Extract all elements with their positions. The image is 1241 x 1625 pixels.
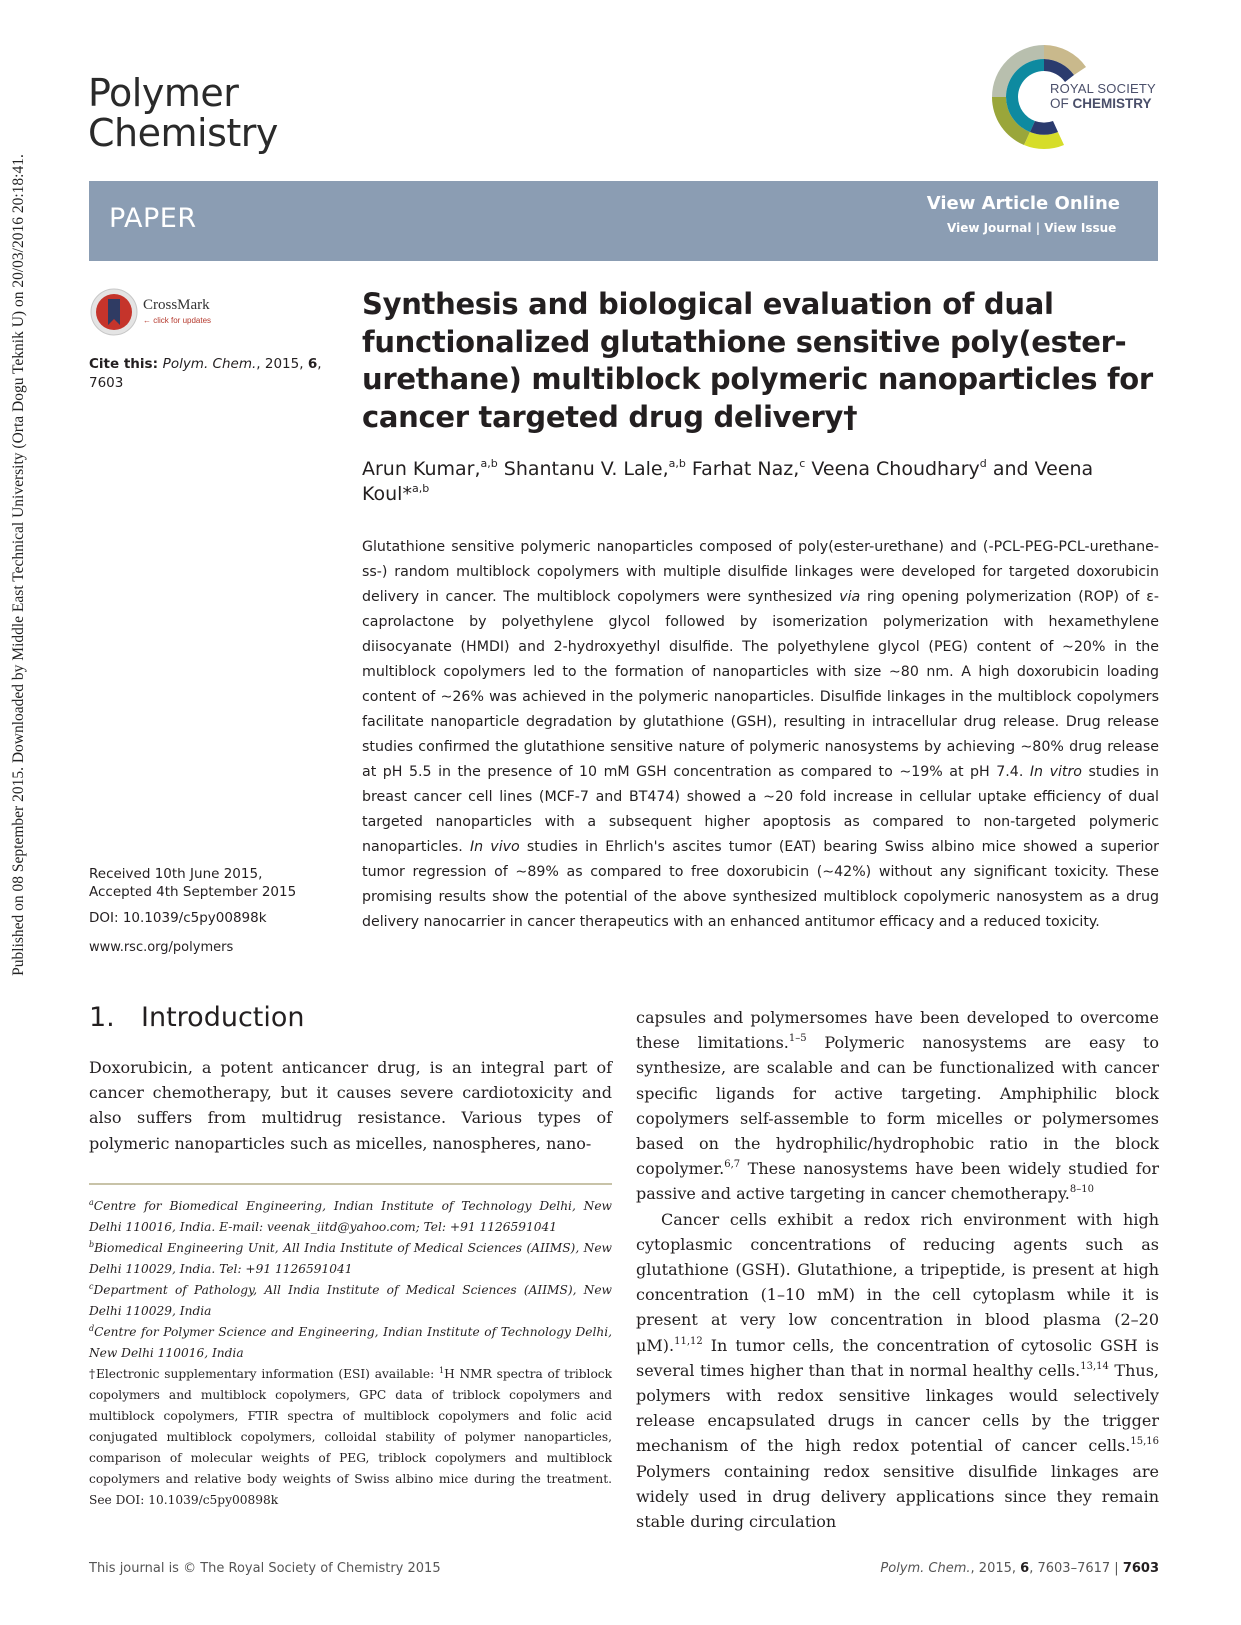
rsc-logo-text-line1: ROYAL SOCIETY: [1050, 81, 1156, 96]
journal-title-line2: Chemistry: [88, 111, 278, 155]
view-article-online-link[interactable]: View Article Online: [926, 193, 1120, 214]
author-1: Arun Kumar,$^{a,b}$: [362, 457, 498, 480]
affiliation-a: $^a$Centre for Biomedical Engineering, Indian Institute of Technology Delhi, New Delhi 110016, India. E-mail: veenak_iitd@yahoo.com; Tel: +91 1126591041: [89, 1198, 612, 1234]
crossmark-badge[interactable]: [89, 287, 229, 337]
reference-link[interactable]: 6,7: [724, 1159, 741, 1171]
reference-link[interactable]: 15,16: [1130, 1436, 1159, 1448]
article-title: Synthesis and biological evaluation of dual functionalized glutathione sensitive poly(ester-urethane) multiblock polymeric nanoparticles for cancer targeted drug delivery†: [362, 287, 1153, 434]
author-2: Shantanu V. Lale,$^{a,b}$: [497, 457, 686, 480]
view-journal-link[interactable]: View Journal: [947, 221, 1032, 235]
crossmark-label: CrossMark: [143, 297, 210, 313]
arrow-left-icon: ←: [143, 316, 154, 325]
received-date: Received 10th June 2015,: [89, 866, 263, 882]
reference-link[interactable]: 11,12: [674, 1335, 703, 1347]
footnotes: [89, 1196, 612, 1511]
intro-paragraph-2: capsules and polymersomes have been developed to overcome these limitations.$^{1-5}$ Polymeric nanosystems are easy to synthesize, are scalable and can be functionalized with cancer specific ligands for active targeting. Amphiphilic block copolymers self-assemble to form micelles or polymersomes based on the hydrophilic/hydrophobic ratio in the block copolymer.$^{6,7}$ These nanosystems have been widely studied for passive and active targeting in cancer chemotherapy.$^{8-10}$: [636, 1008, 1160, 1204]
footnote-divider: [89, 1183, 612, 1185]
intro-paragraph-1: Doxorubicin, a potent anticancer drug, is an integral part of cancer chemotherapy, but it causes severe cardiotoxicity and also suffers from multidrug resistance. Various types of polymeric nanoparticles such as micelles, nanospheres, nano-: [89, 1058, 612, 1153]
right-column-text: [636, 1005, 1159, 1534]
intro-paragraph-3: Cancer cells exhibit a redox rich environment with high cytoplasmic concentrations of reducing agents such as glutathione (GSH). Glutathione, a tripeptide, is present at high concentration (1–10 mM) in the cell cytoplasm while it is present at very low concentration in blood plasma (2–20 μM).$^{11,12}$ In tumor cells, the concentration of cytosolic GSH is several times higher than that in normal healthy cells.$^{13,14}$ Thus, polymers with redox sensitive linkages would selectively release encapsulated drugs in cancer cells by the trigger mechanism of the high redox potential of cancer cells.$^{15,16}$ Polymers containing redox sensitive disulfide linkages are widely used in drug delivery applications since they remain stable during circulation: [636, 1209, 1159, 1532]
affiliation-b: $^b$Biomedical Engineering Unit, All India Institute of Medical Sciences (AIIMS), New Delhi 110029, India. Tel: +91 1126591041: [89, 1240, 612, 1276]
author-4: Veena Choudhary$^d$: [805, 457, 987, 480]
section-heading-text: Introduction: [141, 1002, 305, 1033]
author-list: [362, 457, 1142, 507]
banner-link-separator: |: [1031, 221, 1045, 235]
view-issue-link[interactable]: View Issue: [1044, 221, 1117, 235]
banner-links: [947, 221, 1116, 235]
copyright-footer: This journal is © The Royal Society of Chemistry 2015: [89, 1561, 441, 1576]
author-3: Farhat Naz,$^c$: [685, 457, 806, 480]
section-heading-introduction: [89, 1002, 305, 1033]
accepted-date: Accepted 4th September 2015: [89, 884, 297, 900]
abstract: Glutathione sensitive polymeric nanoparticles composed of poly(ester-urethane) and (-PCL-PEG-PCL-urethane-ss-) random multiblock copolymers with multiple disulfide linkages were developed for targeted doxorubicin delivery in cancer. The multiblock copolymers were synthesized via ring opening polymerization (ROP) of ε-caprolactone by polyethylene glycol followed by isomerization polymerization with hexamethylene diisocyanate (HMDI) and 2-hydroxyethyl disulfide. The polyethylene glycol (PEG) content of ∼20% in the multiblock copolymers led to the formation of nanoparticles with size ∼80 nm. A high doxorubicin loading content of ∼26% was achieved in the polymeric nanoparticles. Disulfide linkages in the multiblock copolymers facilitate nanoparticle degradation by glutathione (GSH), resulting in intracellular drug release. Drug release studies confirmed the glutathione sensitive nature of polymeric nanosystems by achieving ∼80% drug release at pH 5.5 in the presence of 10 mM GSH concentration as compared to ∼19% at pH 7.4. In vitro studies in breast cancer cell lines (MCF-7 and BT474) showed a ∼20 fold increase in cellular uptake efficiency of dual targeted nanoparticles with a subsequent higher apoptosis as compared to non-targeted polymeric nanoparticles. In vivo studies in Ehrlich's ascites tumor (EAT) bearing Swiss albino mice showed a superior tumor regression of ∼89% as compared to free doxorubicin (∼42%) without any significant toxicity. These promising results show the potential of the above synthesized multiblock copolymeric nanosystem as a drug delivery nanocarrier in cancer therapeutics with an enhanced antitumor efficacy and a reduced toxicity.: [362, 539, 1159, 930]
crossmark-sub: ← click for updates: [143, 316, 212, 325]
section-banner: [89, 181, 1158, 261]
section-label: PAPER: [109, 203, 197, 234]
journal-url-link[interactable]: www.rsc.org/polymers: [89, 940, 234, 955]
citation: Cite this: Polym. Chem., 2015, 6, 7603: [89, 356, 322, 391]
page-citation-footer: Polym. Chem., 2015, 6, 7603–7617 | 7603: [880, 1561, 1159, 1576]
reference-link[interactable]: 1–5: [788, 1033, 807, 1045]
affiliation-d: $^d$Centre for Polymer Science and Engineering, Indian Institute of Technology Delhi, New Delhi 110016, India: [89, 1324, 612, 1360]
page-number: 7603: [1122, 1561, 1159, 1576]
crossmark-icon: [89, 287, 139, 337]
affiliation-c: $^c$Department of Pathology, All India Institute of Medical Sciences (AIIMS), New Delhi 110029, India: [89, 1282, 612, 1318]
section-number: 1.: [89, 1002, 115, 1033]
journal-title-line1: Polymer: [88, 71, 239, 115]
received-accepted-dates: [89, 865, 324, 901]
reference-link[interactable]: 13,14: [1080, 1360, 1109, 1372]
reference-link[interactable]: 8–10: [1069, 1184, 1094, 1196]
author-5: and Veena Koul*$^{a,b}$: [362, 458, 1094, 505]
rsc-logo-text-line2: OF CHEMISTRY: [1050, 96, 1152, 111]
doi[interactable]: DOI: 10.1039/c5py00898k: [89, 910, 267, 926]
esi-footnote: †Electronic supplementary information (ESI) available: $^1$H NMR spectra of triblock copolymers and multiblock copolymers, GPC data of triblock copolymers and multiblock copolymers, FTIR spectra of multiblock copolymers and folic acid conjugated multiblock copolymers, colloidal stability of polymer nanoparticles, comparison of molecular weights of PEG, triblock copolymers and multiblock copolymers and relative body weights of Swiss albino mice during the treatment. See DOI: 10.1039/c5py00898k: [89, 1366, 612, 1507]
journal-title: [88, 73, 278, 153]
download-watermark: Published on 08 September 2015. Downloaded by Middle East Technical University (Orta Dogu Teknik U) on 20/03/2016 20:18:41.: [10, 154, 27, 976]
